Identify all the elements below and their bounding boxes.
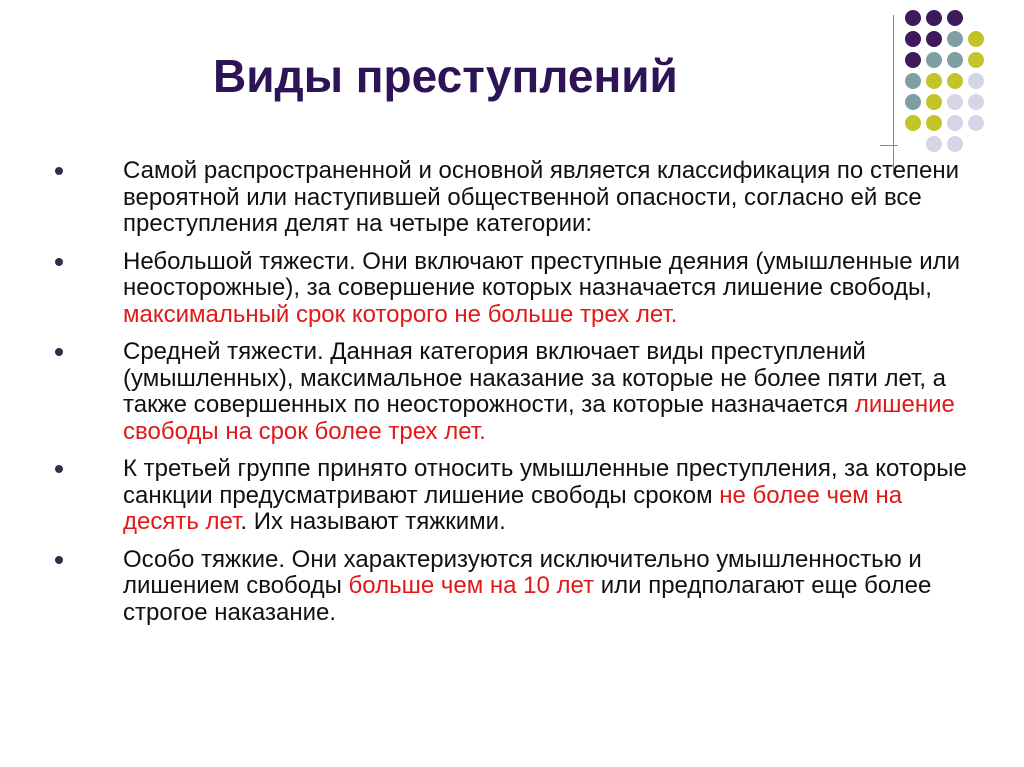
bullet-text: или предполагают еще более строгое наказание.	[123, 572, 932, 626]
bullet-text-emphasis: максимальный срок которого не больше трех лет.	[123, 300, 678, 328]
decorative-dot-icon	[905, 115, 921, 131]
bullet-item	[55, 339, 975, 445]
decorative-dot-icon	[947, 136, 963, 152]
bullet-dot-icon	[55, 258, 63, 266]
decorative-dot-icon	[926, 52, 942, 68]
bullet-text-emphasis: больше чем на 10 лет	[348, 572, 595, 599]
decorative-dot-icon	[926, 136, 942, 152]
decorative-dot-icon	[947, 10, 963, 26]
bullet-text: Небольшой тяжести. Они включают преступные деяния (умышленные или неосторожные), за совершение которых назначается лишение свободы,	[123, 247, 961, 301]
bullet-dot-icon	[55, 167, 63, 175]
decorative-dot-icon	[926, 73, 942, 89]
decorative-dot-icon	[968, 31, 984, 47]
decorative-dot-icon	[947, 94, 963, 110]
decorative-dot-icon	[926, 94, 942, 110]
decorative-dot-icon	[947, 73, 963, 89]
decorative-dot-icon	[968, 115, 984, 131]
bullet-item	[55, 456, 975, 536]
horizontal-divider	[880, 145, 898, 146]
decorative-dot-icon	[947, 31, 963, 47]
bullet-text-emphasis: лишение свободы на срок более трех лет.	[123, 391, 955, 445]
decorative-dot-icon	[905, 52, 921, 68]
bullet-dot-icon	[55, 348, 63, 356]
bullet-list	[55, 158, 975, 637]
bullet-dot-icon	[55, 465, 63, 473]
decorative-dot-icon	[905, 31, 921, 47]
bullet-text-emphasis: не более чем на десять лет	[123, 481, 903, 535]
slide-title: Виды преступлений	[213, 50, 678, 102]
bullet-item	[55, 158, 975, 238]
bullet-item	[55, 249, 975, 329]
decorative-dot-icon	[905, 73, 921, 89]
decorative-dot-icon	[947, 115, 963, 131]
bullet-text: Особо тяжкие. Они характеризуются исключительно умышленностью и лишением свободы	[123, 545, 922, 599]
bullet-text: Самой распространенной и основной является классификация по степени вероятной или наступившей общественной опасности, согласно ей все преступления делят на четыре категории:	[123, 157, 960, 237]
bullet-dot-icon	[55, 556, 63, 564]
decorative-dot-icon	[968, 52, 984, 68]
decorative-dot-icon	[926, 10, 942, 26]
decorative-dot-icon	[905, 10, 921, 26]
decorative-dot-grid	[905, 10, 1015, 170]
decorative-dot-icon	[905, 94, 921, 110]
bullet-text: . Их называют тяжкими.	[240, 508, 506, 535]
bullet-text: Средней тяжести. Данная категория включает виды преступлений (умышленных), максимальное наказание за которые не более пяти лет, а также совершенных по неосторожности, за которые назначается	[123, 338, 947, 418]
decorative-dot-icon	[968, 94, 984, 110]
decorative-dot-icon	[926, 115, 942, 131]
vertical-divider	[893, 15, 894, 175]
bullet-text: К третьей группе принято относить умышленные преступления, за которые санкции предусматривают лишение свободы сроком	[123, 455, 967, 509]
bullet-item	[55, 547, 975, 627]
decorative-dot-icon	[968, 73, 984, 89]
decorative-dot-icon	[947, 52, 963, 68]
decorative-dot-icon	[926, 31, 942, 47]
